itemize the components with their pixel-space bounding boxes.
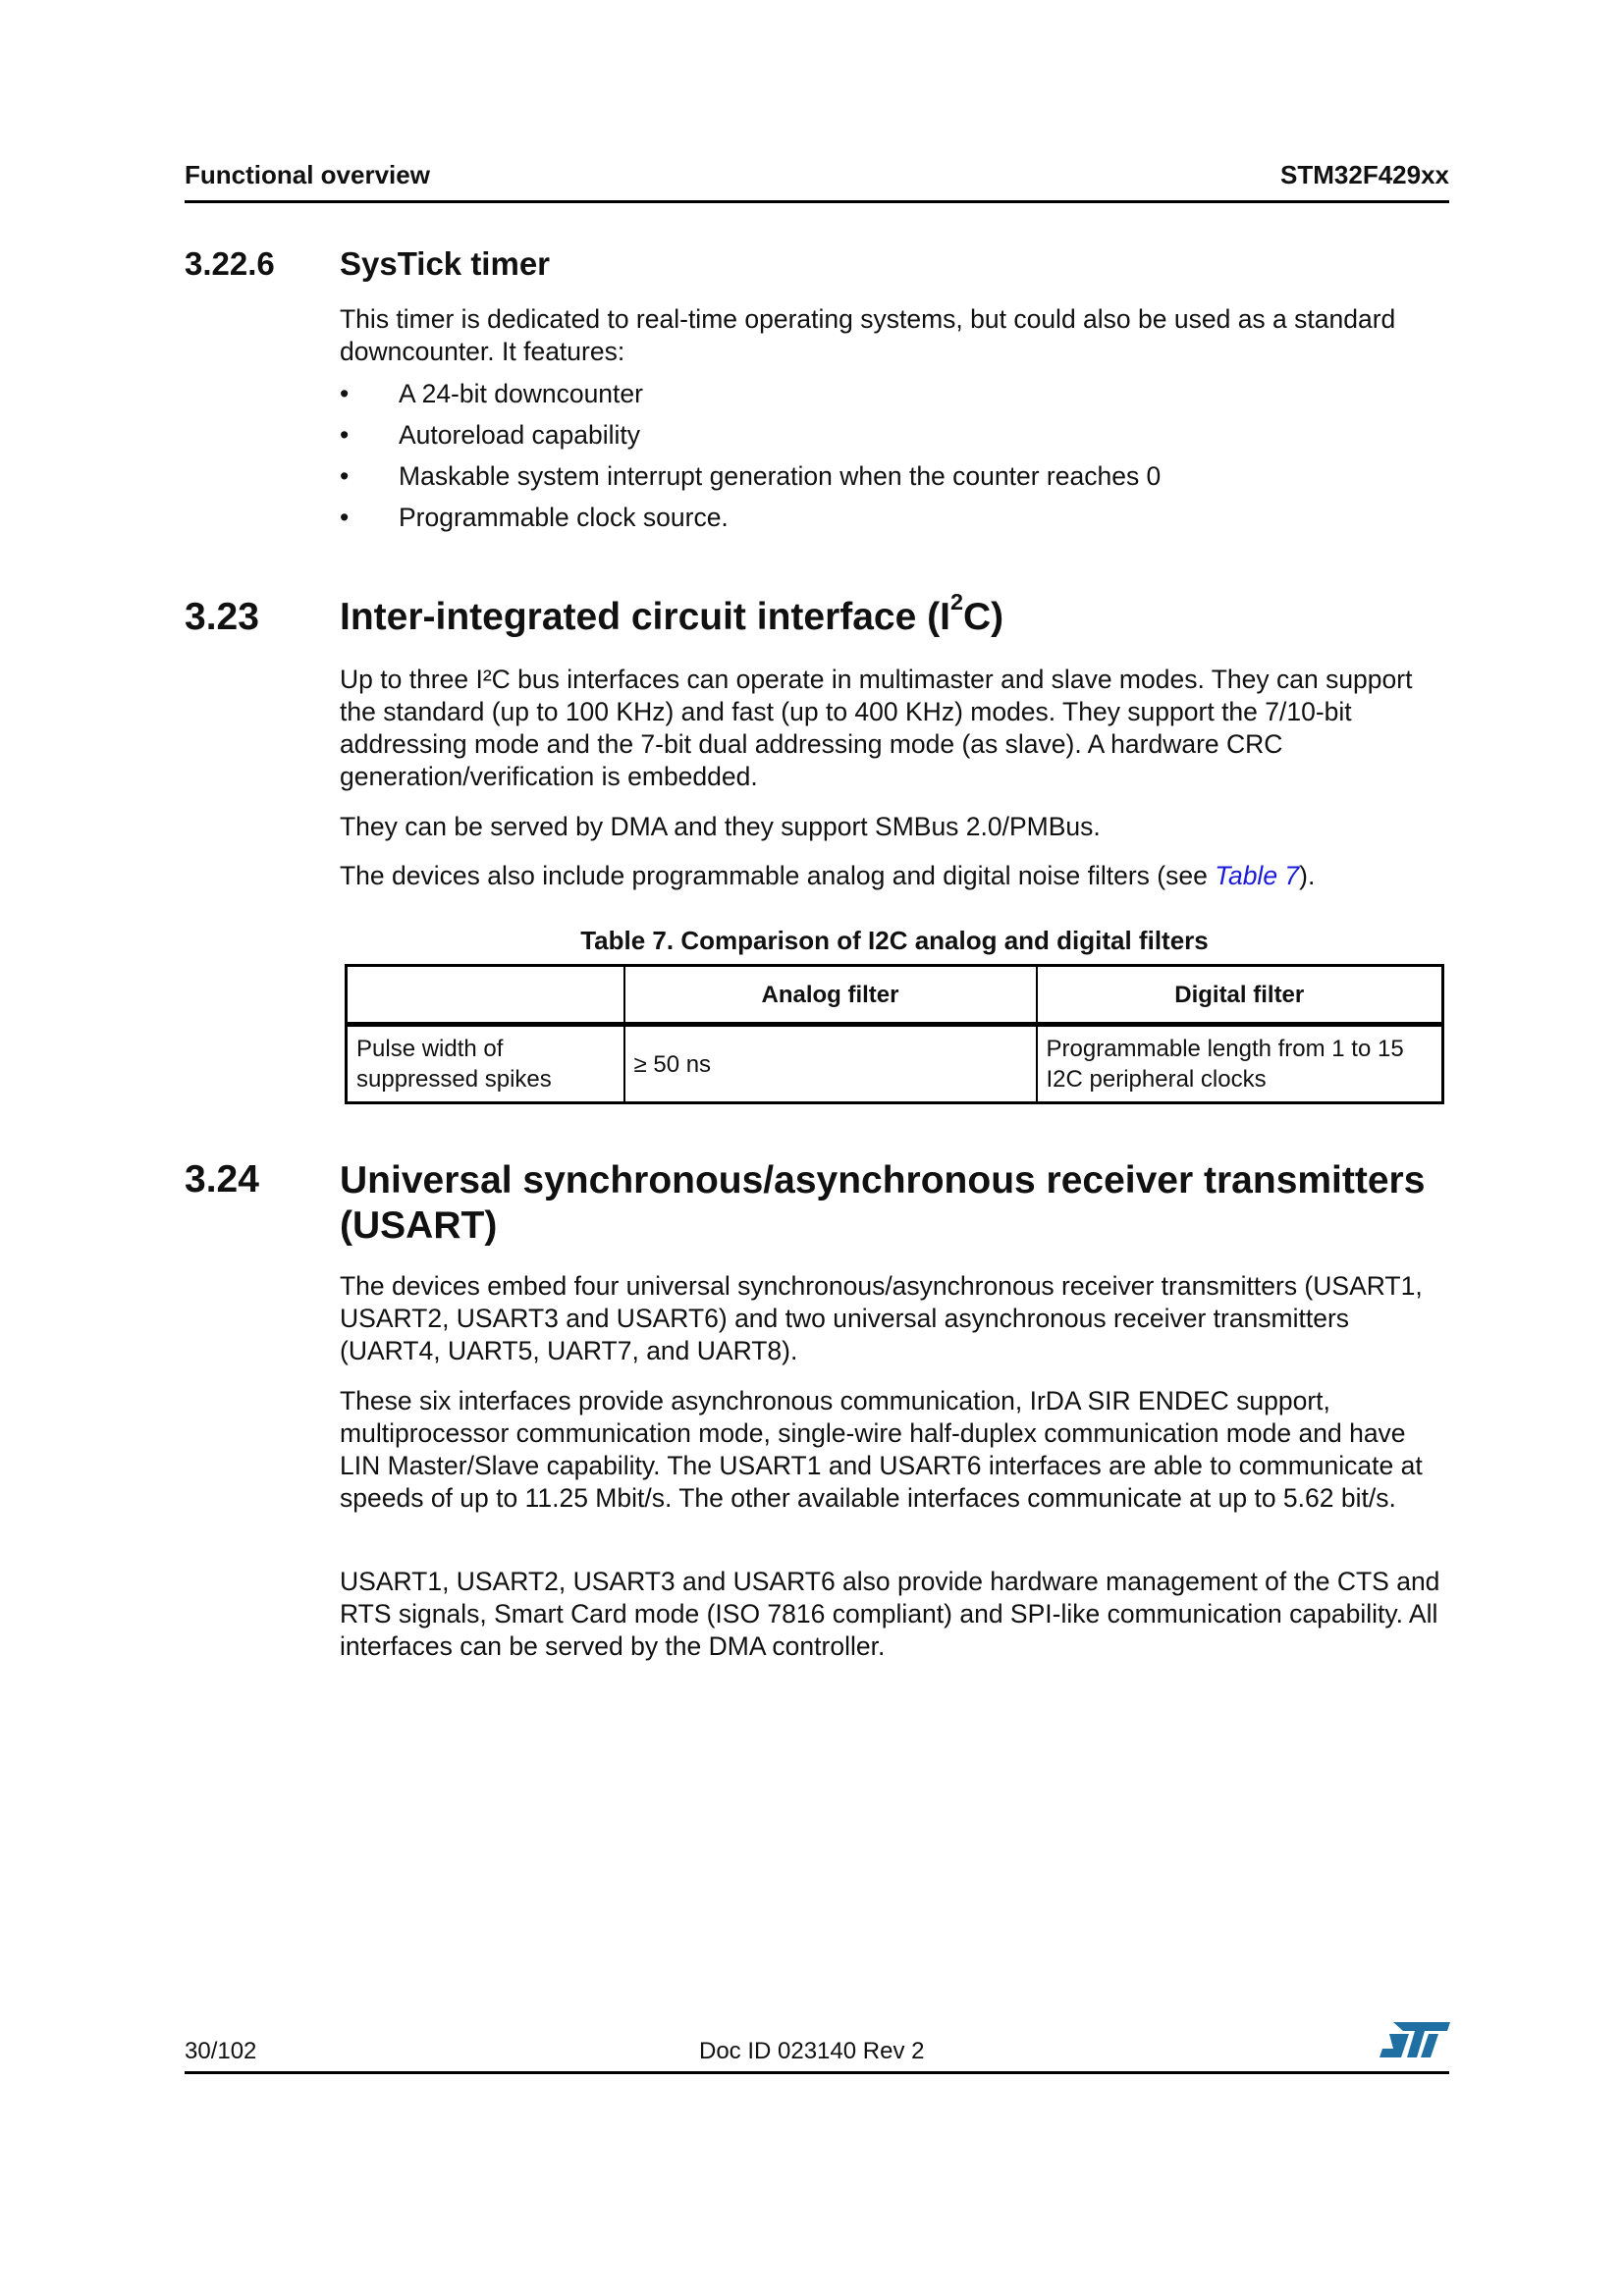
column-header: Analog filter <box>624 966 1037 1025</box>
table-7-link[interactable]: Table 7 <box>1215 861 1300 890</box>
table-caption: Table 7. Comparison of I2C analog and digital filters <box>580 926 1209 955</box>
table-cell: ≥ 50 ns <box>624 1025 1037 1103</box>
footer-rule <box>185 2071 1449 2074</box>
section-title-usart: Universal synchronous/asynchronous receiver transmitters (USART) <box>340 1159 1426 1247</box>
usart-paragraph-3: USART1, USART2, USART3 and USART6 also provide hardware management of the CTS and RTS signals, Smart Card mode (ISO 7816 compliant) and SPI-like communication capability. All interfaces can be served by the DMA controller. <box>340 1567 1440 1661</box>
table-cell: Pulse width of suppressed spikes <box>347 1025 624 1103</box>
header-rule <box>185 200 1449 203</box>
i2c-filter-table <box>345 964 1444 1104</box>
table-header-row <box>347 966 1443 1025</box>
section-number-3-23: 3.23 <box>185 596 259 638</box>
usart-paragraph-1: The devices embed four universal synchronous/asynchronous receiver transmitters (USART1, USART2, USART3 and USART6) and two universal asynchronous receiver transmitters (UART4, UART5, UART7, and UART8). <box>340 1271 1423 1365</box>
i2c-paragraph-1: Up to three I²C bus interfaces can operate in multimaster and slave modes. They can support the standard (up to 100 KHz) and fast (up to 400 KHz) modes. They support the 7/10-bit addressing mode and the 7-bit dual addressing mode (as slave). A hardware CRC generation/verification is embedded. <box>340 665 1413 791</box>
column-header <box>347 966 624 1025</box>
st-logo-icon <box>1380 2020 1450 2059</box>
section-title-systick: SysTick timer <box>340 245 551 282</box>
doc-id: Doc ID 023140 Rev 2 <box>699 2038 925 2064</box>
i2c-paragraph-3: The devices also include programmable analog and digital noise filters (see Table 7). <box>340 861 1316 890</box>
table-cell: Programmable length from 1 to 15 I2C peripheral clocks <box>1037 1025 1443 1103</box>
usart-paragraph-2: These six interfaces provide asynchronous communication, IrDA SIR ENDEC support, multiprocessor communication mode, single-wire half-duplex communication mode and have LIN Master/Slave capability. The USART1 and USART6 interfaces are able to communicate at speeds of up to 11.25 Mbit/s. The other available interfaces communicate at up to 5.62 bit/s. <box>340 1386 1423 1513</box>
bullet-icon: • <box>340 503 350 532</box>
column-header: Digital filter <box>1037 966 1443 1025</box>
table-row <box>347 1025 1443 1103</box>
running-header-part-number: STM32F429xx <box>1280 160 1449 189</box>
bullet-icon: • <box>340 379 350 408</box>
bullet-icon: • <box>340 420 350 450</box>
systick-intro: This timer is dedicated to real-time operating systems, but could also be used as a standard downcounter. It features: <box>340 304 1396 366</box>
section-number-3-22-6: 3.22.6 <box>185 245 275 282</box>
i2c-paragraph-2: They can be served by DMA and they support SMBus 2.0/PMBus. <box>340 812 1101 841</box>
section-number-3-24: 3.24 <box>185 1158 259 1201</box>
section-title-i2c: Inter-integrated circuit interface $(I^2C)$ <box>340 589 1004 638</box>
bullet-icon: • <box>340 461 350 491</box>
running-header-section: Functional overview <box>185 160 430 189</box>
page-number: 30/102 <box>185 2038 257 2064</box>
